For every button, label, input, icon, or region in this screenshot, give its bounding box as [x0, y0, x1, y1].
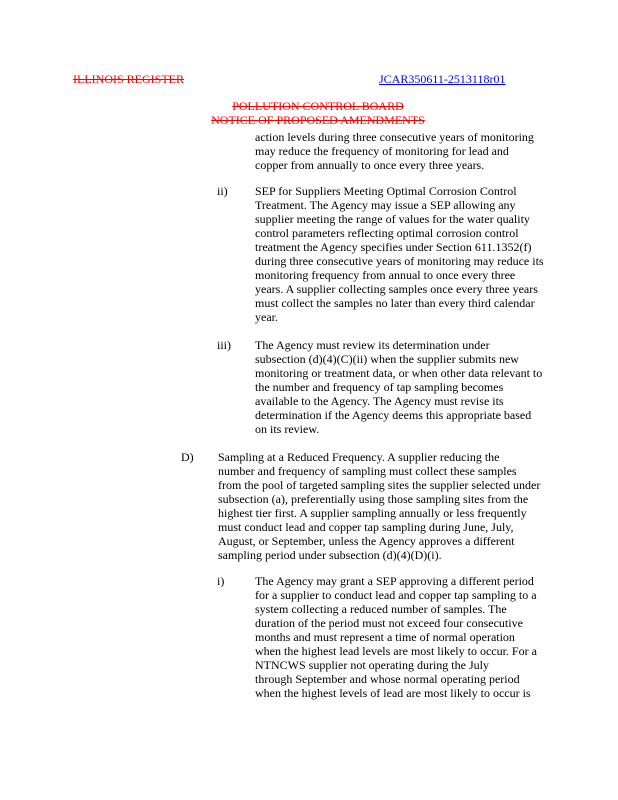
- item-ii-marker: ii): [217, 184, 228, 198]
- item-ii-paragraph: SEP for Suppliers Meeting Optimal Corrosion Control Treatment. The Agency may issue a SEP allowing any supplier meeting the range of values for the water quality control parameters reflecting optimal corrosion control treatment the Agency specifies under Section 611.1352(f) during three consecutive years of monitoring may reduce its monitoring frequency from annual to once every three years. A supplier collecting samples once every three years must collect the samples no later than every third calendar year.: [255, 184, 544, 324]
- notice-title: NOTICE OF PROPOSED AMENDMENTS: [211, 113, 425, 127]
- continuation-paragraph: action levels during three consecutive years of monitoring may reduce the frequency of monitoring for lead and copper from annually to once every three years.: [255, 130, 534, 172]
- item-iii-paragraph: The Agency must review its determination under subsection (d)(4)(C)(ii) when the supplier submits new monitoring or treatment data, or when other data relevant to the number and frequency of tap sampling becomes available to the Agency. The Agency must revise its determination if the Agency deems this appropriate based on its review.: [255, 338, 543, 436]
- item-D-marker: D): [181, 450, 194, 464]
- item-D-paragraph: Sampling at a Reduced Frequency. A supplier reducing the number and frequency of sampling must collect these samples from the pool of targeted sampling sites the supplier selected under subsection (a), preferentially using those sampling sites from the highest tier first. A supplier sampling annually or less frequently must conduct lead and copper tap sampling during June, July, August, or September, unless the Agency approves a different sampling period under subsection (d)(4)(D)(i).: [218, 450, 541, 562]
- item-iii-marker: iii): [217, 338, 231, 352]
- document-code-link[interactable]: JCAR350611-2513118r01: [379, 72, 506, 86]
- register-title: ILLINOIS REGISTER: [73, 72, 184, 86]
- item-i-marker: i): [217, 574, 225, 588]
- item-i-paragraph: The Agency may grant a SEP approving a different period for a supplier to conduct lead and copper tap sampling to a system collecting a reduced number of samples. The duration of the period must not exceed four consecutive months and must represent a time of normal operation when the highest lead levels are most likely to occur. For a NTNCWS supplier not operating during the July through September and whose normal operating period when the highest levels of lead are most likely to occur is: [255, 574, 537, 700]
- board-name: POLLUTION CONTROL BOARD: [232, 99, 404, 113]
